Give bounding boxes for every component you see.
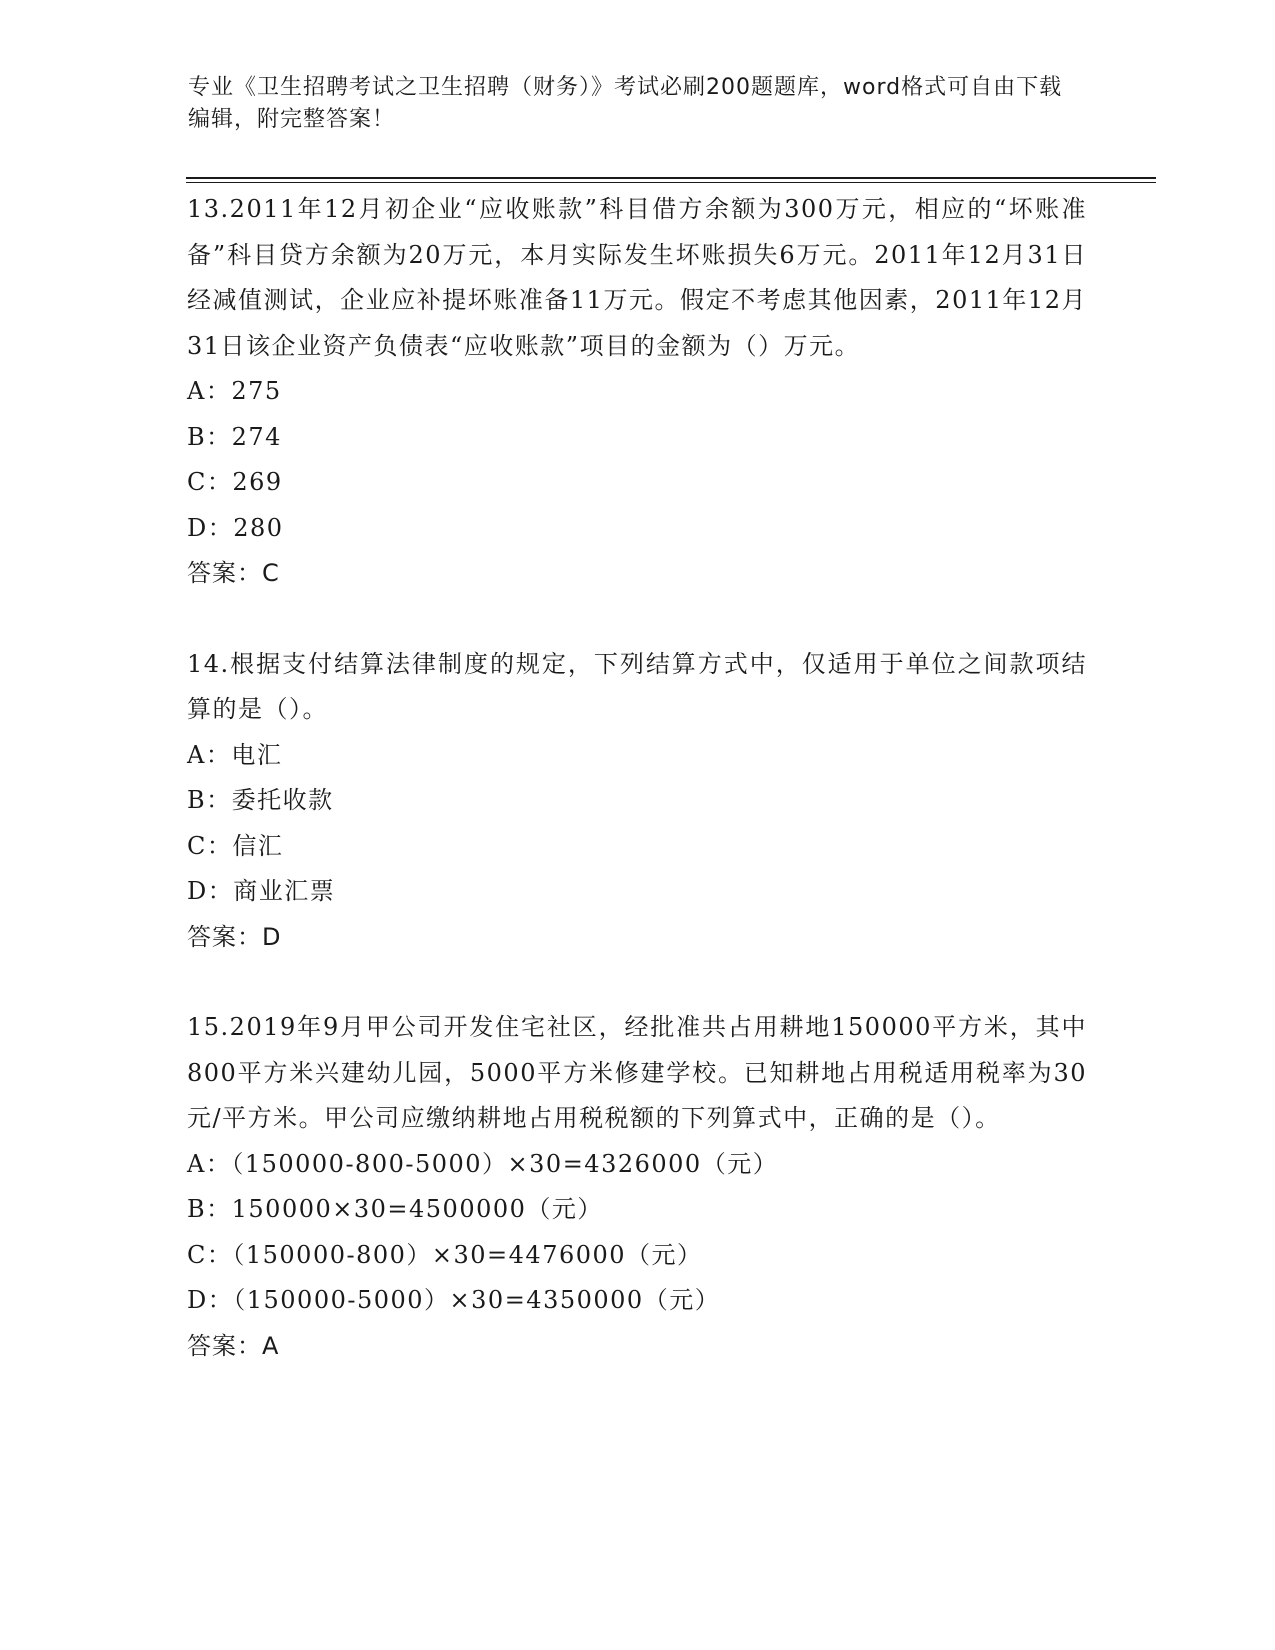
answer-label: 答案： [187, 1331, 262, 1360]
option-a: A：275 [187, 377, 282, 405]
question-list [187, 187, 1087, 1414]
answer-line [187, 1324, 1087, 1370]
question-stem: 14.根据支付结算法律制度的规定，下列结算方式中，仅适用于单位之间款项结算的是（）。 [187, 649, 1087, 723]
option-d: D：（150000-5000）×30=4350000（元） [187, 1286, 721, 1314]
header-divider-thin [186, 182, 1156, 183]
option-b: B：委托收款 [187, 786, 334, 814]
answer-line [187, 915, 1087, 961]
question-stem: 15.2019年9月甲公司开发住宅社区，经批准共占用耕地150000平方米，其中800平方米兴建幼儿园，5000平方米修建学校。已知耕地占用税适用税率为30元/平方米。甲公司应缴纳耕地占用税税额的下列算式中，正确的是（）。 [187, 1013, 1087, 1132]
question-15 [187, 1005, 1087, 1369]
option-c: C：269 [187, 468, 283, 496]
answer-line [187, 551, 1087, 597]
option-a: A：（150000-800-5000）×30=4326000（元） [187, 1149, 779, 1178]
option-b: B：274 [187, 422, 282, 451]
option-b: B：150000×30=4500000（元） [187, 1195, 603, 1223]
answer-value: A [262, 1331, 280, 1360]
option-d: D：280 [187, 513, 284, 542]
answer-label: 答案： [187, 922, 262, 951]
answer-label: 答案： [187, 559, 262, 587]
header-divider-thick [186, 177, 1156, 179]
document-header: 专业《卫生招聘考试之卫生招聘（财务）》考试必刷200题题库，word格式可自由下载编辑，附完整答案！ [188, 75, 1063, 132]
option-d: D：商业汇票 [187, 877, 336, 905]
answer-value: C [262, 559, 280, 587]
answer-value: D [262, 922, 282, 951]
question-14 [187, 642, 1087, 961]
question-stem: 13.2011年12月初企业“应收账款”科目借方余额为300万元，相应的“坏账准备”科目贷方余额为20万元，本月实际发生坏账损失6万元。2011年12月31日经减值测试，企业应补提坏账准备11万元。假定不考虑其他因素，2011年12月31日该企业资产负债表“应收账款”项目的金额为（）万元。 [187, 195, 1087, 360]
question-13 [187, 187, 1087, 597]
option-c: C：信汇 [187, 831, 284, 860]
option-a: A：电汇 [187, 740, 283, 769]
option-c: C：（150000-800）×30=4476000（元） [187, 1240, 703, 1269]
